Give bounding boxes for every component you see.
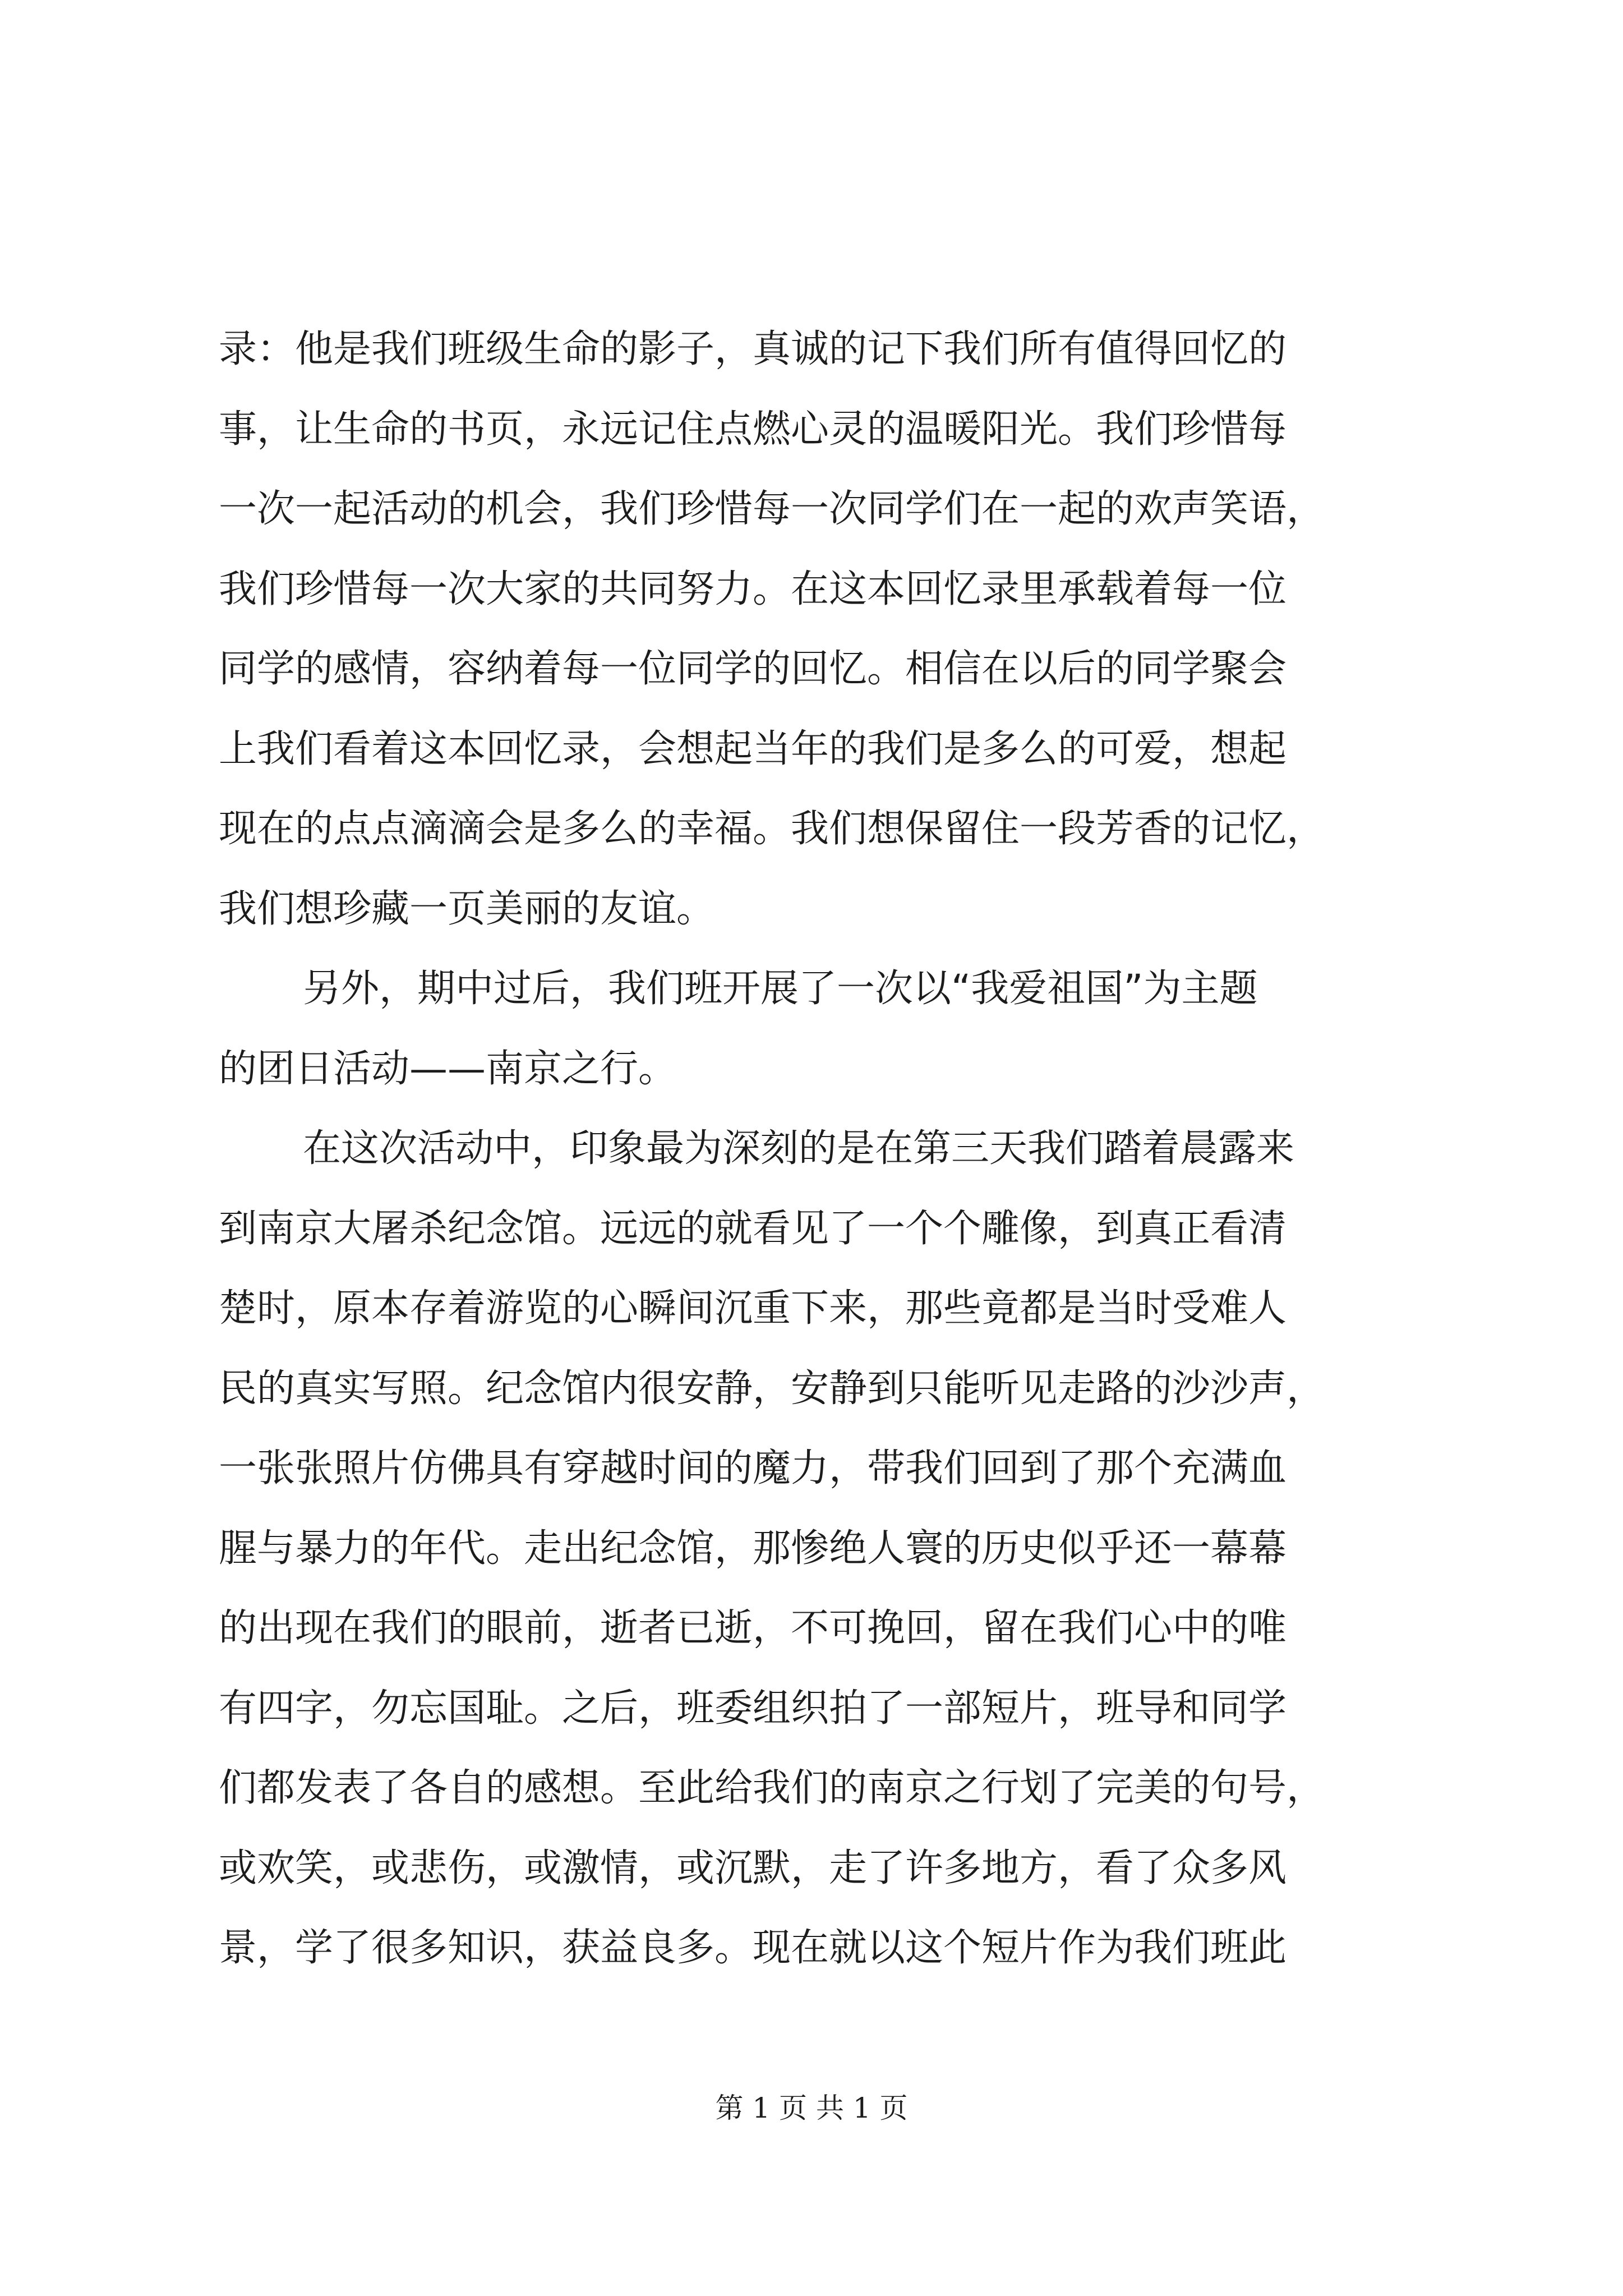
text-line: 另外，期中过后，我们班开展了一次以“我爱祖国”为主题 [303, 967, 1258, 1011]
text-line: 一张张照片仿佛具有穿越时间的魔力，带我们回到了那个充满血 [219, 1446, 1287, 1490]
text-line: 民的真实写照。纪念馆内很安静，安静到只能听见走路的沙沙声， [219, 1366, 1325, 1411]
text-line: 们都发表了各自的感想。至此给我们的南京之行划了完美的句号， [219, 1766, 1325, 1810]
text-line: 在这次活动中，印象最为深刻的是在第三天我们踏着晨露来 [303, 1126, 1295, 1171]
text-line: 的团日活动——南京之行。 [219, 1046, 677, 1091]
document-body [219, 310, 1430, 1989]
text-line: 的出现在我们的眼前，逝者已逝，不可挽回，留在我们心中的唯 [219, 1606, 1287, 1650]
text-line: 景，学了很多知识，获益良多。现在就以这个短片作为我们班此 [219, 1926, 1287, 1970]
text-line: 有四字，勿忘国耻。之后，班委组织拍了一部短片，班导和同学 [219, 1686, 1287, 1731]
text-line: 一次一起活动的机会，我们珍惜每一次同学们在一起的欢声笑语， [219, 487, 1325, 531]
text-line: 现在的点点滴滴会是多么的幸福。我们想保留住一段芳香的记忆， [219, 807, 1325, 851]
text-line: 录：他是我们班级生命的影子，真诚的记下我们所有值得回忆的 [219, 327, 1287, 371]
page-footer: 第 1 页 共 1 页 [715, 2092, 908, 2124]
text-line: 同学的感情，容纳着每一位同学的回忆。相信在以后的同学聚会 [219, 647, 1287, 691]
text-line: 或欢笑，或悲伤，或激情，或沉默，走了许多地方，看了众多风 [219, 1846, 1287, 1890]
text-line: 我们珍惜每一次大家的共同努力。在这本回忆录里承载着每一位 [219, 567, 1287, 611]
text-line: 腥与暴力的年代。走出纪念馆，那惨绝人寰的历史似乎还一幕幕 [219, 1526, 1287, 1571]
text-line: 到南京大屠杀纪念馆。远远的就看见了一个个雕像，到真正看清 [219, 1206, 1287, 1251]
text-line: 事，让生命的书页，永远记住点燃心灵的温暖阳光。我们珍惜每 [219, 407, 1287, 452]
text-line: 上我们看着这本回忆录，会想起当年的我们是多么的可爱，想起 [219, 726, 1287, 771]
text-line: 楚时，原本存着游览的心瞬间沉重下来，那些竟都是当时受难人 [219, 1286, 1287, 1331]
text-line: 我们想珍藏一页美丽的友谊。 [219, 886, 715, 931]
